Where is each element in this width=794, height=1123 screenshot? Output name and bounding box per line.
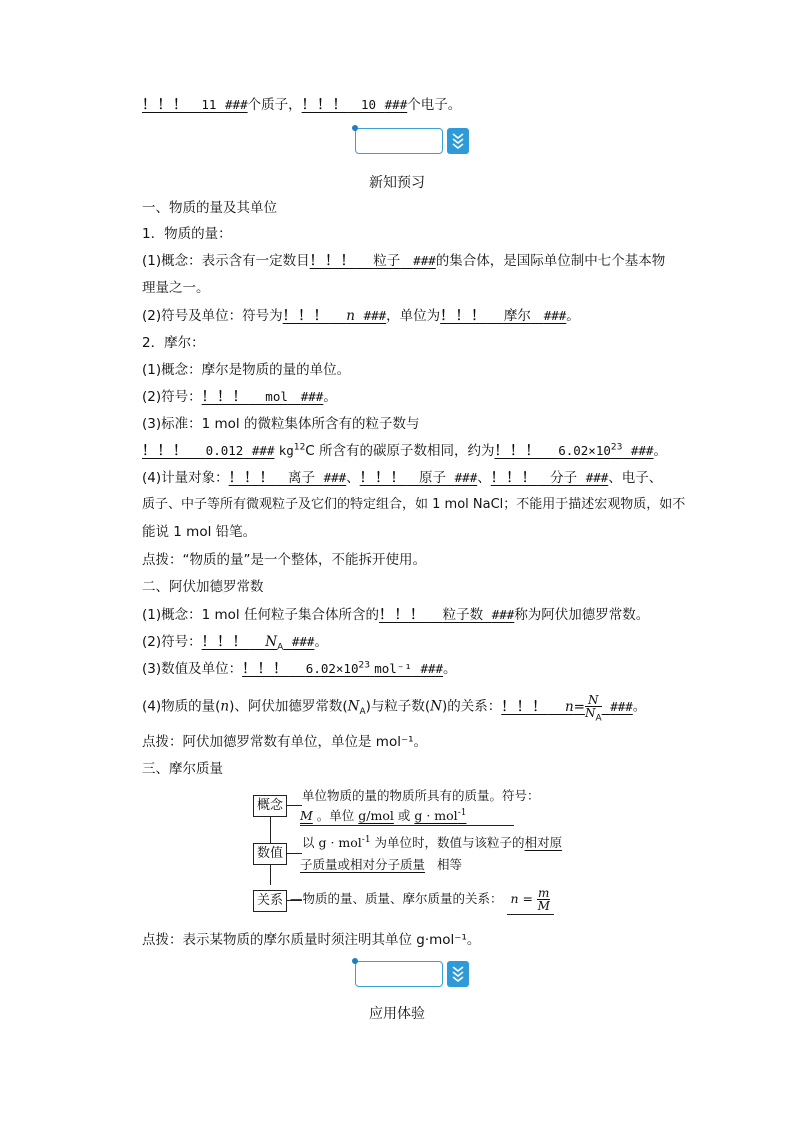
formula-fraction [584,693,602,724]
text: 称为阿伏加德罗常数。 [514,607,650,623]
blank-end: ### [585,470,609,485]
badge-dot [352,125,358,131]
fraction-numerator: N [585,694,602,707]
text: 或 [397,808,411,823]
s3-p3 [142,659,457,679]
text: 、电子、 [608,470,663,486]
s2-p1: (1)概念：摩尔是物质的量的单位。 [142,362,351,378]
chevron-down-icon [447,961,469,987]
answer-value: 10 [360,97,377,112]
blank-marker: ！！！ [142,443,189,459]
blank-end: ### [610,698,633,714]
value-line-1 [302,834,562,852]
answer-value: 子质量或相对分子质量 [300,857,426,872]
text: A [359,707,366,718]
blank-marker: ！！！ [440,308,487,324]
formula-lhs: n [510,891,519,906]
text: 23 [358,660,370,671]
blank-marker: ！！！ [201,634,249,650]
blank-end: ### [543,308,567,323]
intro-line [142,95,461,115]
formula-fraction [537,887,550,912]
concept-line-2 [300,807,514,826]
answer-value: 6.02×10 [558,443,611,458]
badge-dot [352,958,358,964]
answer-value: 原子 [419,470,447,486]
heading-3: 三、摩尔质量 [142,761,223,777]
text: 。 [443,661,457,677]
badge-frame [355,961,443,987]
text: 的集合体，是国际单位制中七个基本物 [435,253,666,269]
molar-mass-diagram [250,787,580,917]
unit: g/mol [358,808,394,823]
tip-3: 点拨：表示某物质的摩尔质量时须注明其单位 g·mol⁻¹。 [142,932,481,948]
unit: g · mol [414,808,458,823]
text: (2)符号： [142,389,202,405]
answer-value: 分子 [550,470,578,486]
s2-p4c: 质子、中子等所有微观粒子及它们的特定组合，如 1 mol NaCl；不能用于描述宏观物质，如不 [142,497,686,512]
text: (2)符号： [142,634,202,650]
badge-frame [355,128,443,154]
answer-value: 离子 [288,470,315,486]
blank-end: ### [491,607,515,622]
answer-value: n [346,308,355,324]
s3-p2 [142,632,328,652]
symbol: M [300,808,313,823]
text: A [277,642,284,653]
blank-end: ### [323,470,347,485]
text: = [573,698,585,715]
blank-marker: ！！！ [494,443,542,459]
text: (1)概念：表示含有一定数目 [142,253,310,269]
blank-end: ### [225,97,248,112]
s2-p3a: (3)标准：1 mol 的微粒集体所含有的粒子数与 [142,416,420,432]
text: 。 [566,308,580,324]
text: 。 [653,443,667,459]
answer-value: 11 [201,97,217,112]
blank-end: ### [454,470,478,485]
s1-p1 [142,251,665,271]
blank-marker: ！！！ [309,253,357,269]
blank-marker: ！！！ [201,389,249,405]
diagram-box-relation: 关系 [253,890,287,912]
blank-marker: ！！！ [282,308,330,324]
blank-end: ### [291,634,315,649]
tip-2: 点拨：阿伏加德罗常数有单位，单位是 mol⁻¹。 [142,734,427,750]
concept-line-1: 单位物质的量的物质所具有的质量。符号： [302,788,540,803]
section-title: 应用体验 [369,1006,425,1022]
blank-end: ### [630,443,654,458]
relation-line: —物质的量、质量、摩尔质量的关系： n = $\frac{m}{M}$ [290,887,554,915]
blank-end: ### [251,443,275,458]
blank-marker: ！！！ [301,97,349,113]
s1-p1c: 理量之一。 [142,280,210,296]
text: (4)物质的量( [142,698,221,715]
text: )的关系： [441,698,502,715]
text: 个质子， [247,97,302,113]
fraction-denominator: M [537,899,550,913]
text: 。 [323,389,337,405]
s2-title: 2．摩尔： [142,335,205,351]
text: (2)符号及单位：符号为 [142,308,283,324]
text: -1 [457,807,467,818]
heading-2: 二、阿伏加德罗常数 [142,579,264,595]
answer-value: 粒子数 [442,607,484,623]
text: n [220,698,230,715]
blank-end: ### [413,253,436,268]
text: (1)概念：1 mol 任何粒子集合体所含的 [142,607,379,623]
text: kg [278,443,294,458]
value-line-2 [300,856,462,874]
answer-value: mol [265,389,288,404]
tip-1: 点拨：“物质的量”是一个整体，不能拆开使用。 [142,552,426,568]
text: 个电子。 [407,97,462,113]
s2-p4d: 能说 1 mol 铅笔。 [142,524,257,540]
answer-value: 粒子 [373,253,401,269]
text: (4)计量对象： [142,470,229,486]
text: 相等 [436,857,462,872]
diagram-box-value: 数值 [253,843,287,865]
blank-marker: ！！！ [501,698,548,715]
s3-p4 [142,693,647,724]
connector [287,853,302,854]
s2-p2 [142,387,337,407]
text: )与粒子数( [365,698,431,715]
blank-end: ### [363,308,387,323]
text: 。 [314,634,328,650]
text: -1 [361,834,371,845]
s1-title: 1．物质的量： [142,226,232,242]
text: 以 g · mol [302,835,362,850]
text: N [430,698,442,715]
s2-p4: (4)计量对象：！！！ 离子 ###、！！！ 原子 ###、！！！ 分子 ###、电子、 [142,470,663,486]
blank-marker: ！！！ [142,97,189,113]
s1-p2 [142,306,580,326]
text: = [522,891,534,906]
blank-marker: ！！！ [490,470,538,486]
chevron-down-icon [447,128,469,154]
heading-1: 一、物质的量及其单位 [142,200,277,216]
blank-end: ### [420,661,444,676]
text: 。单位 [316,808,355,823]
blank-marker: ！！！ [242,661,289,677]
fraction-numerator: m [538,886,550,900]
blank-end: ### [300,389,324,404]
text: A [595,713,602,724]
blank-marker: ！！！ [378,607,426,623]
text: )、阿伏加德罗常数( [229,698,348,715]
diagram-box-concept: 概念 [253,795,287,817]
s3-p1 [142,605,649,625]
answer-value: N [265,634,278,650]
answer-value: 0.012 [205,443,244,458]
text: 为单位时，数值与该粒子的 [374,835,525,850]
text: 12 [293,442,306,453]
text: N [347,698,360,715]
text: 物质的量、质量、摩尔质量的关系： [302,891,503,906]
blank-end: ### [384,97,408,112]
text: C 所含有的碳原子数相同，约为 [305,443,495,459]
text: 。 [632,698,647,715]
text: ，单位为 [386,308,441,324]
answer-value: 相对原 [524,835,563,850]
answer-value: 摩尔 [503,308,531,324]
section-title: 新知预习 [369,175,425,191]
s2-p3b [142,441,667,461]
answer-value: 6.02×10 [305,661,359,676]
blank-marker: ！！！ [228,470,276,486]
fraction-denominator: N [584,706,596,720]
text: (3)数值及单位： [142,661,243,677]
blank-marker: ！！！ [359,470,407,486]
formula-lhs: n [564,698,574,715]
connector [287,805,302,806]
text: 23 [610,442,623,453]
answer-unit: mol⁻¹ [374,661,412,676]
